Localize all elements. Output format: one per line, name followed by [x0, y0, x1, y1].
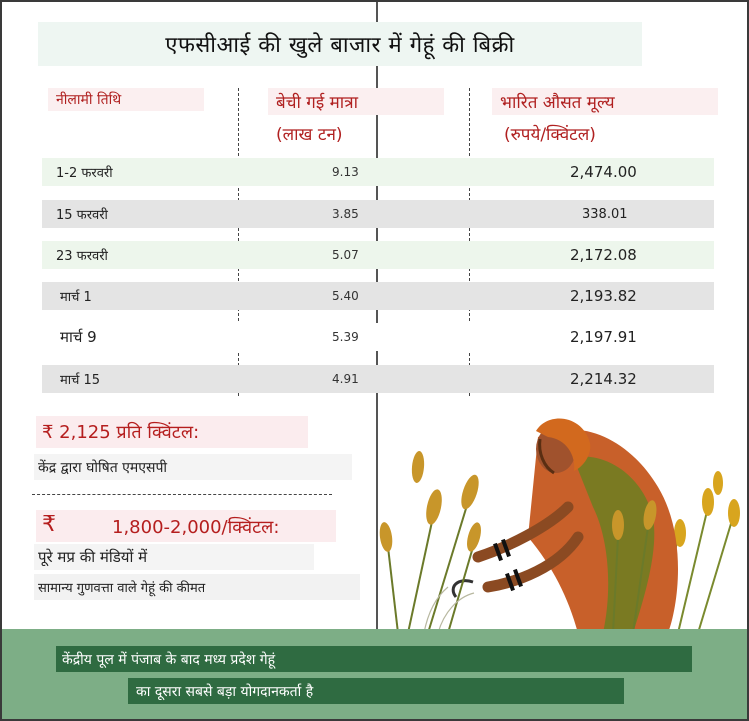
table-row [42, 158, 714, 186]
woman-harvesting-wheat-icon [378, 397, 746, 633]
row-quantity: 3.85 [332, 207, 359, 221]
msp-amount: ₹ 2,125 प्रति क्विंटल: [36, 416, 308, 448]
table-row [42, 282, 714, 310]
table-row [42, 323, 714, 351]
row-date: 23 फरवरी [56, 249, 108, 264]
market-price-amount [36, 510, 336, 542]
market-price-description: पूरे मप्र की मंडियों में [34, 544, 314, 570]
row-date: 15 फरवरी [56, 208, 108, 223]
market-price-value: 1,800-2,000/क्विंटल: [112, 517, 280, 538]
header-price-unit: (रुपये/क्विंटल) [504, 125, 596, 145]
table-row [42, 200, 714, 228]
header-quantity-unit: (लाख टन) [276, 125, 343, 145]
row-quantity: 5.07 [332, 248, 359, 262]
row-quantity: 4.91 [332, 372, 359, 386]
row-price: 2,214.32 [570, 370, 637, 388]
row-price: 2,197.91 [570, 328, 637, 346]
row-quantity: 9.13 [332, 165, 359, 179]
header-auction-date: नीलामी तिथि [48, 88, 204, 111]
header-weighted-price: भारित औसत मूल्य [492, 88, 718, 115]
row-date: मार्च 1 [60, 290, 92, 305]
footer-note: केंद्रीय पूल में पंजाब के बाद मध्य प्रदेश गेहूं [56, 646, 692, 672]
table-row [42, 365, 714, 393]
rupee-icon: ₹ [42, 512, 56, 537]
market-price-description: सामान्य गुणवत्ता वाले गेहूं की कीमत [34, 574, 360, 600]
row-price: 2,193.82 [570, 287, 637, 305]
section-divider [32, 494, 332, 495]
header-quantity: बेची गई मात्रा [268, 88, 444, 115]
row-quantity: 5.39 [332, 330, 359, 344]
row-price: 338.01 [582, 206, 628, 222]
page-title: एफसीआई की खुले बाजार में गेहूं की बिक्री [38, 22, 642, 66]
table-row [42, 241, 714, 269]
footer-band [2, 629, 747, 721]
row-price: 2,172.08 [570, 246, 637, 264]
row-date: मार्च 15 [60, 373, 101, 388]
footer-note: का दूसरा सबसे बड़ा योगदानकर्ता है [128, 678, 624, 704]
row-price: 2,474.00 [570, 163, 637, 181]
row-date: 1-2 फरवरी [56, 166, 113, 181]
msp-description: केंद्र द्वारा घोषित एमएसपी [34, 454, 352, 480]
row-date: मार्च 9 [60, 328, 97, 346]
row-quantity: 5.40 [332, 289, 359, 303]
